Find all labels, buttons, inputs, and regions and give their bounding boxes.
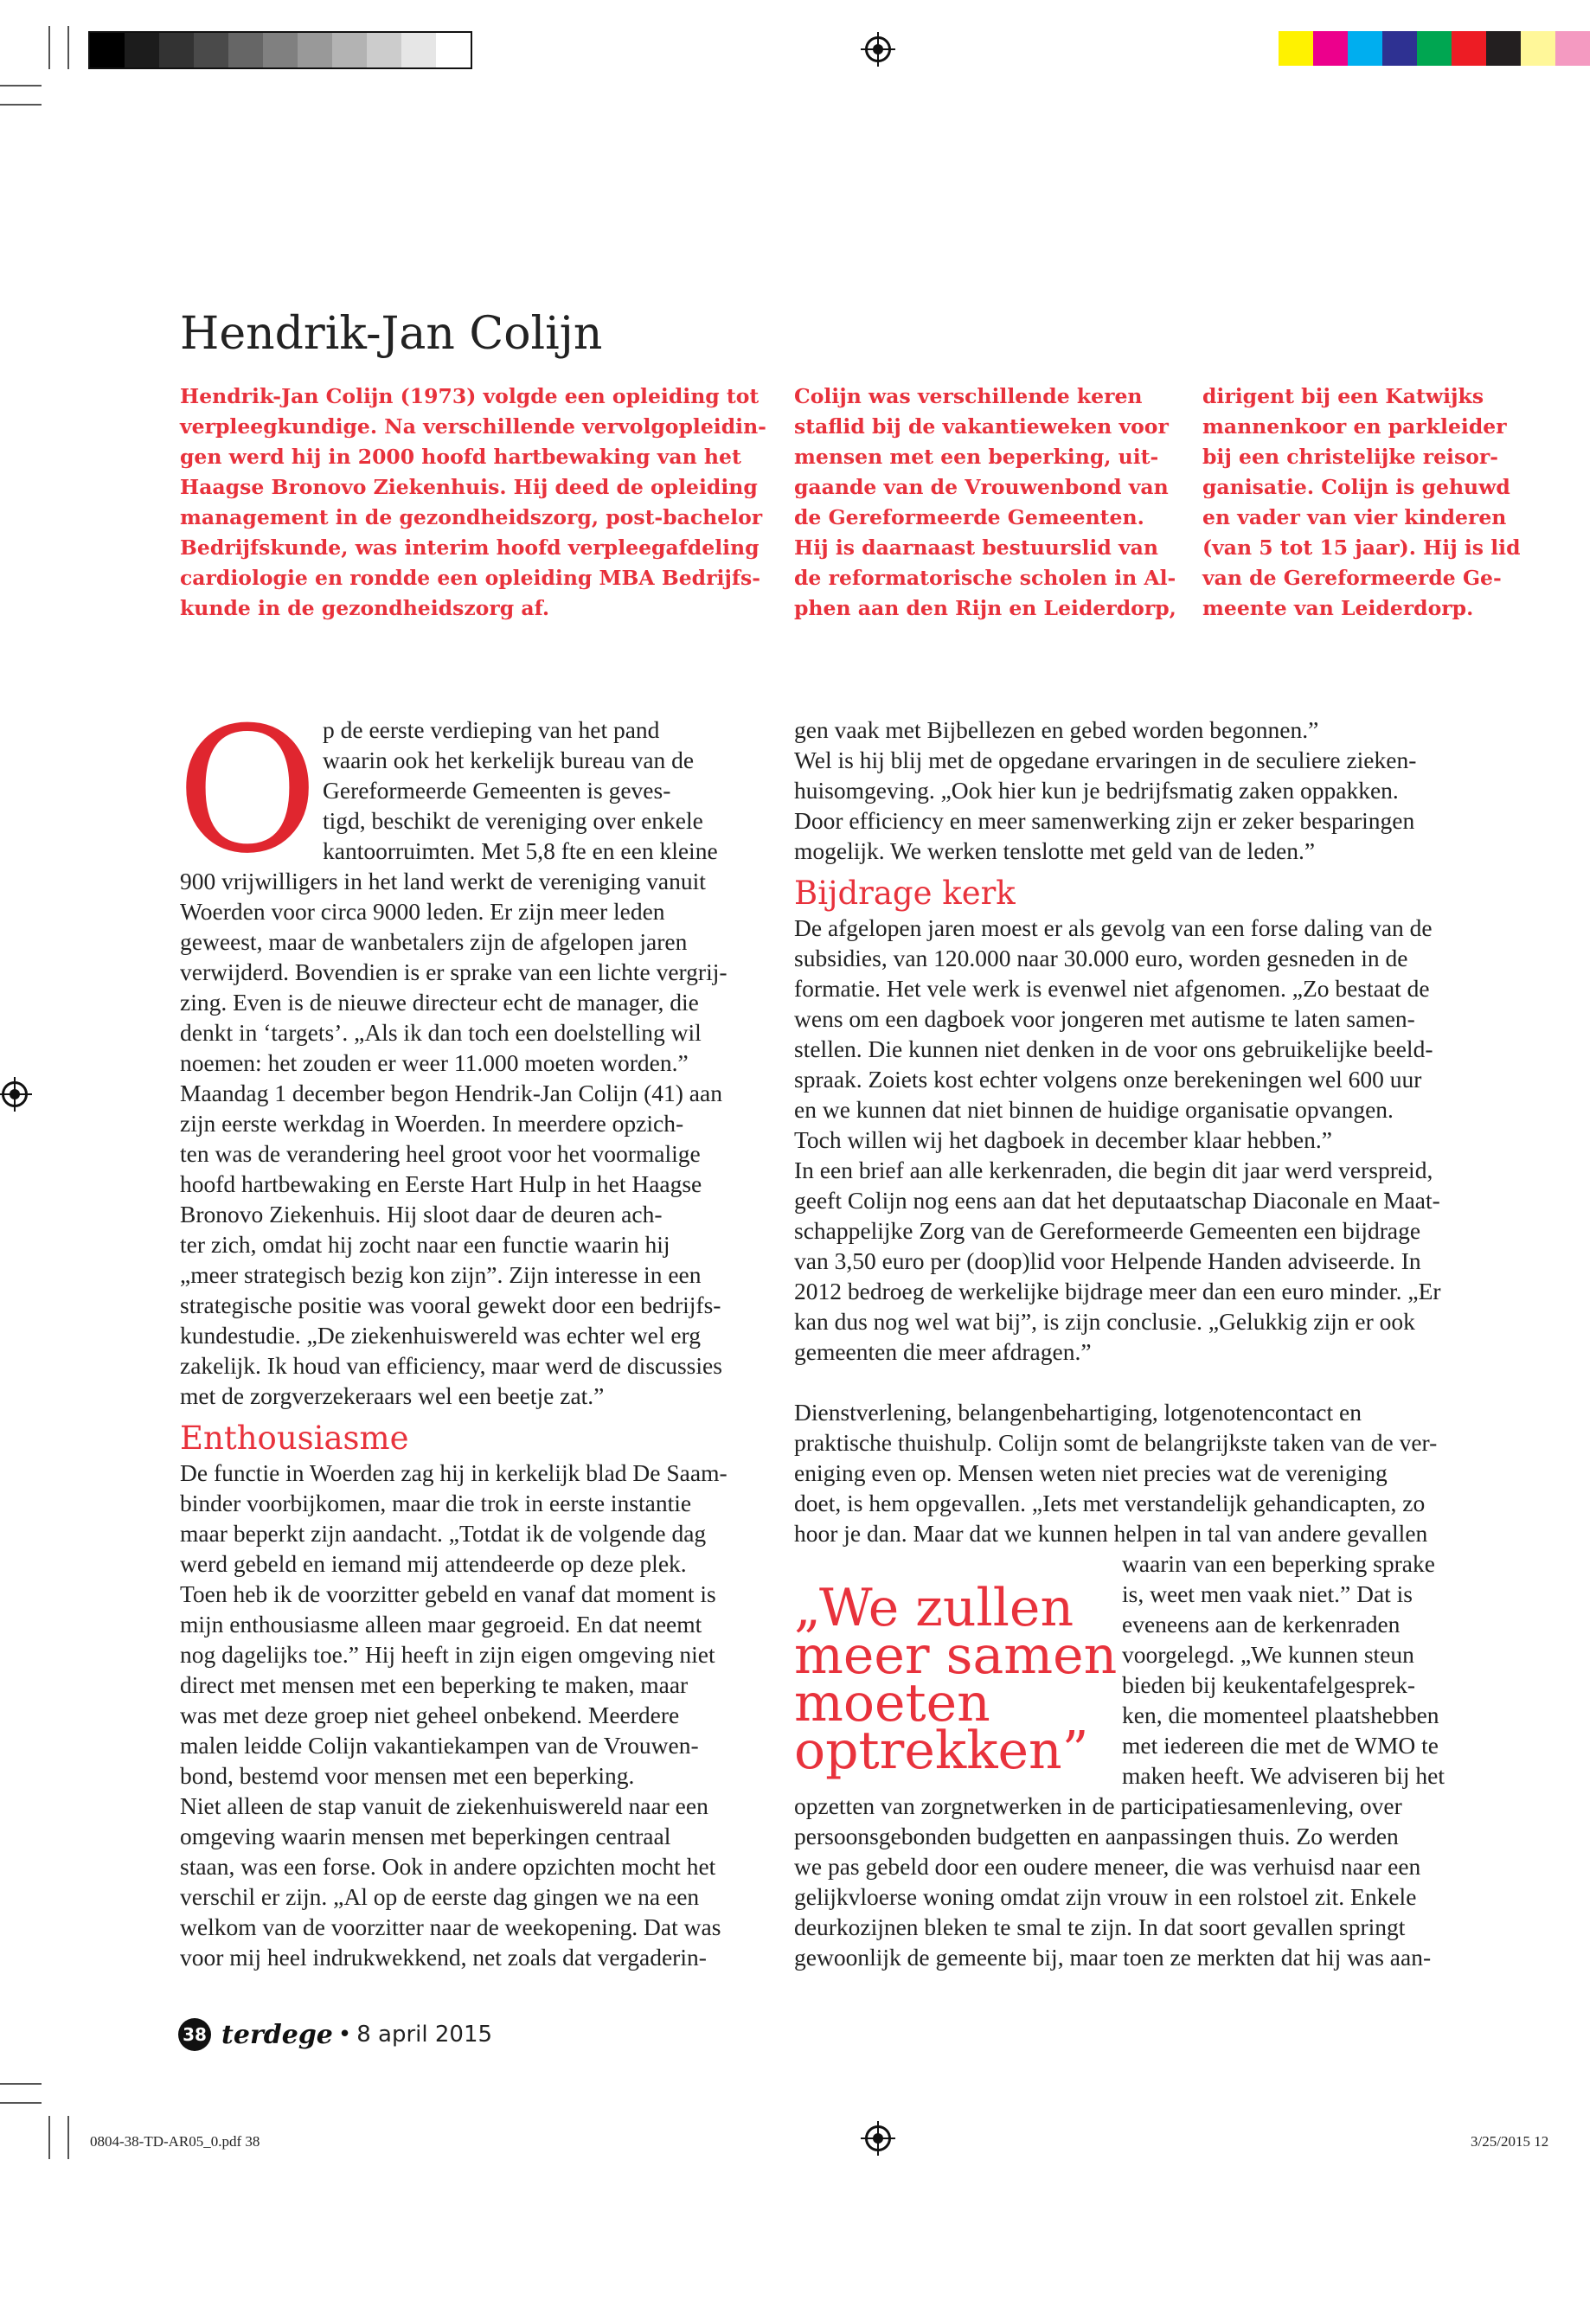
text-line: 900 vrijwilligers in het land werkt de vereniging vanuit: [180, 868, 706, 894]
registration-mark-icon: [2, 1081, 28, 1107]
grayscale-calibration-bar: [88, 31, 472, 69]
text-line: mannenkoor en parkleider: [1202, 414, 1507, 439]
text-line: doet, is hem opgevallen. „Iets met verstandelijk gehandicapten, zo: [794, 1490, 1426, 1516]
text-line: met iedereen die met de WMO te: [1122, 1732, 1439, 1759]
swatch: [194, 33, 228, 67]
text-line: staflid bij de vakantieweken voor: [794, 414, 1169, 439]
swatch: [159, 33, 194, 67]
text-line: mogelijk. We werken tenslotte met geld van de leden.”: [794, 837, 1316, 864]
text-line: met de zorgverzekeraars wel een beetje zat.”: [180, 1382, 605, 1409]
text-line: maar beperkt zijn aandacht. „Totdat ik de volgende dag: [180, 1520, 707, 1547]
text-line: Door efficiency en meer samenwerking zijn er zeker besparingen: [794, 807, 1415, 834]
swatch: [90, 33, 125, 67]
print-slug-date: 3/25/2015 12: [1471, 2133, 1549, 2150]
text-line: gen werd hij in 2000 hoofd hartbewaking van het: [180, 445, 741, 469]
registration-mark-icon: [865, 2125, 891, 2151]
swatch: [1313, 31, 1348, 66]
body-column-2: [794, 715, 1445, 1972]
issue-date: 8 april 2015: [356, 2022, 493, 2048]
crop-mark: [0, 2102, 42, 2104]
text-line: Bedrijfskunde, was interim hoofd verpleegafdeling: [180, 535, 760, 560]
text-line: Gereformeerde Gemeenten is geves-: [323, 777, 671, 804]
text-line: kunde in de gezondheidszorg af.: [180, 596, 550, 620]
text-line: Colijn was verschillende keren: [794, 384, 1143, 408]
text-line: Niet alleen de stap vanuit de ziekenhuiswereld naar een: [180, 1792, 708, 1819]
text-line: staan, was een forse. Ook in andere opzichten mocht het: [180, 1853, 716, 1880]
body-paragraph-enthousiasme: [180, 1458, 727, 1972]
text-line: mensen met een beperking, uit-: [794, 445, 1159, 469]
crop-mark: [67, 26, 69, 69]
text-line: noemen: het zouden er weer 11.000 moeten worden.”: [180, 1049, 689, 1076]
body-paragraph-closing: [794, 1791, 1445, 1972]
body-paragraph-dienstverlening: [794, 1397, 1445, 1548]
text-line: meer samen: [794, 1625, 1118, 1686]
subheading-enthousiasme: Enthousiasme: [180, 1420, 409, 1457]
page-footer: [178, 2018, 492, 2051]
text-line: Woerden voor circa 9000 leden. Er zijn meer leden: [180, 898, 665, 925]
swatch: [367, 33, 401, 67]
text-line: geweest, maar de wanbetalers zijn de afgelopen jaren: [180, 928, 688, 955]
text-line: tigd, beschikt de vereniging over enkele: [323, 807, 703, 834]
swatch: [1452, 31, 1486, 66]
text-line: denkt in ‘targets’. „Als ik dan toch een doelstelling wil: [180, 1019, 702, 1046]
text-line: gewoonlijk de gemeente bij, maar toen ze merkten dat hij was aan-: [794, 1944, 1432, 1971]
swatch: [332, 33, 367, 67]
swatch: [298, 33, 332, 67]
text-line: gaande van de Vrouwenbond van: [794, 475, 1169, 499]
text-line: deurkozijnen bleken te smal te zijn. In dat soort gevallen springt: [794, 1913, 1406, 1940]
swatch: [1486, 31, 1521, 66]
text-line: hoor je dan. Maar dat we kunnen helpen in tal van andere gevallen: [794, 1520, 1428, 1547]
text-line: (van 5 tot 15 jaar). Hij is lid: [1202, 535, 1521, 560]
text-line: huisomgeving. „Ook hier kun je bedrijfsmatig zaken oppakken.: [794, 777, 1399, 804]
registration-mark-icon: [865, 36, 891, 62]
text-line: en we kunnen dat niet binnen de huidige organisatie opvangen.: [794, 1096, 1394, 1123]
drop-cap: O: [176, 690, 318, 892]
body-paragraph-bijdrage: [794, 913, 1445, 1367]
text-line: stellen. Die kunnen niet denken in de voor ons gebruikelijke beeld-: [794, 1035, 1433, 1062]
text-line: Dienstverlening, belangenbehartiging, lotgenotencontact en: [794, 1399, 1362, 1426]
text-line: meente van Leiderdorp.: [1202, 596, 1474, 620]
text-line: malen leidde Colijn vakantiekampen van de Vrouwen-: [180, 1732, 699, 1759]
text-line: Wel is hij blij met de opgedane ervaringen in de seculiere zieken-: [794, 747, 1417, 773]
text-line: strategische positie was vooral gewekt door een bedrijfs-: [180, 1292, 721, 1318]
text-line: voor mij heel indrukwekkend, net zoals dat vergaderin-: [180, 1944, 707, 1971]
text-line: is, weet men vaak niet.” Dat is: [1122, 1580, 1413, 1607]
text-line: kundestudie. „De ziekenhuiswereld was echter wel erg: [180, 1322, 701, 1349]
crop-mark: [48, 26, 50, 69]
text-line: Hij is daarnaast bestuurslid van: [794, 535, 1158, 560]
color-calibration-bar: [1279, 31, 1590, 66]
text-line: bond, bestemd voor mensen met een beperking.: [180, 1762, 635, 1789]
text-line: Toen heb ik de voorzitter gebeld en vanaf dat moment is: [180, 1580, 716, 1607]
text-line: p de eerste verdieping van het pand: [323, 716, 660, 743]
subheading-bijdrage-kerk: Bijdrage kerk: [794, 875, 1016, 912]
text-line: de Gereformeerde Gemeenten.: [794, 505, 1144, 529]
text-line: van 3,50 euro per (doop)lid voor Helpende Handen adviseerde. In: [794, 1247, 1421, 1274]
swatch: [125, 33, 159, 67]
text-line: ken, die momenteel plaatshebben: [1122, 1702, 1439, 1728]
text-line: zijn eerste werkdag in Woerden. In meerdere opzich-: [180, 1110, 684, 1137]
text-line: De functie in Woerden zag hij in kerkelijk blad De Saam-: [180, 1459, 727, 1486]
crop-mark: [0, 2083, 42, 2085]
text-line: gelijkvloerse woning omdat zijn vrouw in een rolstoel zit. Enkele: [794, 1883, 1417, 1910]
text-line: bieden bij keukentafelgesprek-: [1122, 1671, 1416, 1698]
text-line: eniging even op. Mensen weten niet precies wat de vereniging: [794, 1459, 1388, 1486]
text-line: optrekken”: [794, 1721, 1089, 1781]
text-line: ten was de verandering heel groot voor het voormalige: [180, 1140, 701, 1167]
text-line: persoonsgebonden budgetten en aanpassingen thuis. Zo werden: [794, 1823, 1399, 1849]
text-line: was met deze groep niet geheel onbekend. Meerdere: [180, 1702, 680, 1728]
text-line: management in de gezondheidszorg, post-bachelor: [180, 505, 763, 529]
text-line: In een brief aan alle kerkenraden, die begin dit jaar werd verspreid,: [794, 1157, 1433, 1183]
crop-mark: [48, 2116, 50, 2159]
swatch: [228, 33, 263, 67]
body-column-1: [180, 715, 727, 1972]
text-line: verwijderd. Bovendien is er sprake van een lichte vergrij-: [180, 958, 727, 985]
text-line: De afgelopen jaren moest er als gevolg van een forse daling van de: [794, 914, 1433, 941]
brand-logo: terdege: [221, 2019, 333, 2050]
text-line: ganisatie. Colijn is gehuwd: [1202, 475, 1510, 499]
text-line: geeft Colijn nog eens aan dat het deputaatschap Diaconale en Maat-: [794, 1187, 1440, 1214]
text-line: spraak. Zoiets kost echter volgens onze berekeningen wel 600 uur: [794, 1066, 1422, 1093]
print-slug-file: 0804-38-TD-AR05_0.pdf 38: [90, 2133, 260, 2150]
text-line: zakelijk. Ik houd van efficiency, maar werd de discussies: [180, 1352, 722, 1379]
swatch: [436, 33, 471, 67]
text-line: schappelijke Zorg van de Gereformeerde Gemeenten een bijdrage: [794, 1217, 1421, 1244]
swatch: [1521, 31, 1555, 66]
text-line: dirigent bij een Katwijks: [1202, 384, 1484, 408]
text-line: verpleegkundige. Na verschillende vervolgopleidin-: [180, 414, 766, 439]
swatch: [401, 33, 436, 67]
text-line: maken heeft. We adviseren bij het: [1122, 1762, 1445, 1789]
crop-mark: [67, 2116, 69, 2159]
text-line: kantoorruimten. Met 5,8 fte en een kleine: [323, 837, 718, 864]
text-line: kan dus nog wel wat bij”, is zijn conclusie. „Gelukkig zijn er ook: [794, 1308, 1415, 1335]
text-line: mijn enthousiasme alleen maar gegroeid. En dat neemt: [180, 1611, 702, 1638]
crop-mark: [0, 85, 42, 87]
crop-mark: [0, 104, 42, 106]
text-line: cardiologie en rondde een opleiding MBA Bedrijfs-: [180, 566, 760, 590]
text-line: gemeenten die meer afdragen.”: [794, 1338, 1092, 1365]
article-headline: Hendrik-Jan Colijn: [180, 308, 603, 360]
intro-column-1: [180, 381, 766, 624]
body-paragraph-opening: [180, 715, 727, 1411]
text-line: bij een christelijke reisor-: [1202, 445, 1499, 469]
text-line: waarin ook het kerkelijk bureau van de: [323, 747, 695, 773]
text-line: zing. Even is de nieuwe directeur echt de manager, die: [180, 989, 699, 1016]
text-line: praktische thuishulp. Colijn somt de belangrijkste taken van de ver-: [794, 1429, 1438, 1456]
text-line: voorgelegd. „We kunnen steun: [1122, 1641, 1414, 1668]
text-line: Haagse Bronovo Ziekenhuis. Hij deed de opleiding: [180, 475, 758, 499]
text-line: Bronovo Ziekenhuis. Hij sloot daar de deuren ach-: [180, 1201, 663, 1227]
text-line: welkom van de voorzitter naar de weekopening. Dat was: [180, 1913, 721, 1940]
text-line: Hendrik-Jan Colijn (1973) volgde een opleiding tot: [180, 384, 760, 408]
text-line: en vader van vier kinderen: [1202, 505, 1507, 529]
page-number: 38: [178, 2018, 211, 2051]
swatch: [1348, 31, 1382, 66]
text-line: direct met mensen met een beperking te maken, maar: [180, 1671, 689, 1698]
intro-column-2: [794, 381, 1176, 624]
footer-separator: •: [337, 2022, 352, 2048]
swatch: [1417, 31, 1452, 66]
text-line: wens om een dagboek voor jongeren met autisme te laten samen-: [794, 1005, 1415, 1032]
swatch: [1279, 31, 1313, 66]
body-paragraph-continued: [794, 715, 1445, 866]
text-line: Toch willen wij het dagboek in december klaar hebben.”: [794, 1126, 1332, 1153]
text-line: opzetten van zorgnetwerken in de participatiesamenleving, over: [794, 1792, 1402, 1819]
text-line: 2012 bedroeg de werkelijke bijdrage meer dan een euro minder. „Er: [794, 1278, 1441, 1304]
swatch: [263, 33, 298, 67]
text-line: werd gebeld en iemand mij attendeerde op deze plek.: [180, 1550, 687, 1577]
text-line: nog dagelijks toe.” Hij heeft in zijn eigen omgeving niet: [180, 1641, 715, 1668]
text-line: „meer strategisch bezig kon zijn”. Zijn interesse in een: [180, 1261, 702, 1288]
text-line: omgeving waarin mensen met beperkingen centraal: [180, 1823, 671, 1849]
text-line: subsidies, van 120.000 naar 30.000 euro, worden gesneden in de: [794, 945, 1408, 971]
text-line: gen vaak met Bijbellezen en gebed worden begonnen.”: [794, 716, 1319, 743]
text-line: binder voorbijkomen, maar die trok in eerste instantie: [180, 1490, 692, 1516]
swatch: [1555, 31, 1590, 66]
swatch: [1382, 31, 1417, 66]
text-line: verschil er zijn. „Al op de eerste dag gingen we na een: [180, 1883, 700, 1910]
text-line: phen aan den Rijn en Leiderdorp,: [794, 596, 1176, 620]
text-line: we pas gebeld door een oudere meneer, die was verhuisd naar een: [794, 1853, 1421, 1880]
intro-column-3: [1202, 381, 1521, 624]
text-line: de reformatorische scholen in Al-: [794, 566, 1176, 590]
text-line: moeten: [794, 1673, 990, 1734]
text-line: Maandag 1 december begon Hendrik-Jan Colijn (41) aan: [180, 1080, 722, 1106]
text-line: formatie. Het vele werk is evenwel niet afgenomen. „Zo bestaat de: [794, 975, 1430, 1002]
text-line: hoofd hartbewaking en Eerste Hart Hulp in het Haagse: [180, 1170, 702, 1197]
text-line: van de Gereformeerde Ge-: [1202, 566, 1502, 590]
text-line: waarin van een beperking sprake: [1122, 1550, 1435, 1577]
text-line: „We zullen: [794, 1578, 1074, 1638]
pull-quote: [794, 1578, 1118, 1781]
text-line: ter zich, omdat hij zocht naar een functie waarin hij: [180, 1231, 670, 1258]
text-line: eveneens aan de kerkenraden: [1122, 1611, 1401, 1638]
